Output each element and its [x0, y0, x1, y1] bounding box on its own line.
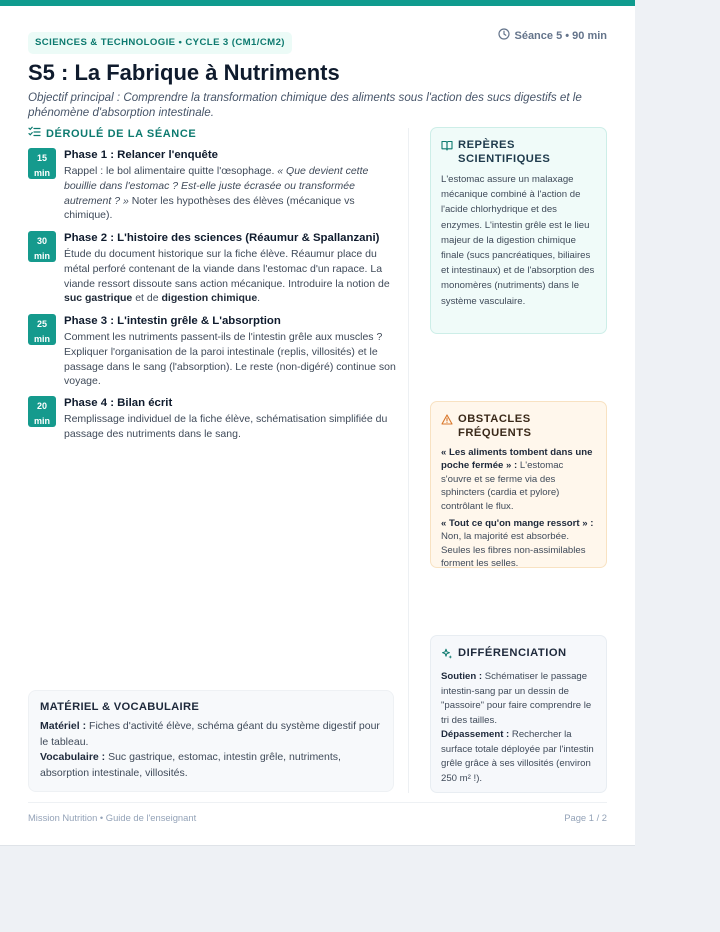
card-title: REPÈRES SCIENTIFIQUES — [458, 139, 551, 165]
card-header — [441, 138, 596, 166]
duration-badge — [28, 148, 56, 179]
phase-description: Remplissage individuel de la fiche élève, schématisation simplifiée du passage des nutriments dans le sang. — [64, 413, 388, 440]
duration-value: 30 — [36, 236, 47, 246]
card-header — [441, 412, 596, 440]
session-meta-text: Séance 5 • 90 min — [514, 29, 607, 42]
duration-unit: min — [33, 168, 50, 178]
page-title: S5 : La Fabrique à Nutriments — [28, 60, 340, 85]
list-check-icon — [28, 126, 41, 141]
card-body — [441, 446, 596, 571]
card-scientific-notes — [430, 127, 607, 334]
section-heading-text: DÉROULÉ DE LA SÉANCE — [46, 127, 197, 140]
duration-value: 20 — [36, 401, 47, 411]
duration-badge — [28, 396, 56, 427]
obstacle-item: « Tout ce qu'on mange ressort » : Non, la majorité est absorbée. Seules les fibres non-assimilables forment les selles. — [441, 518, 594, 570]
vocabulary-list: Vocabulaire : Suc gastrique, estomac, intestin grêle, nutriments, absorption intestinale, villosités. — [40, 751, 341, 779]
warning-triangle-icon — [441, 412, 453, 429]
duration-unit: min — [33, 334, 50, 344]
materials-list: Matériel : Fiches d'activité élève, schéma géant du système digestif pour le tableau. — [40, 720, 380, 748]
duration-unit: min — [33, 416, 50, 426]
sparkles-icon — [441, 646, 453, 664]
objective-text: Objectif principal : Comprendre la transformation chimique des aliments sous l'action des sucs digestifs et le phénomène d'absorption intestinale. — [28, 91, 582, 119]
extension-item: Dépassement : Rechercher la surface totale déployée par l'intestin grêle grâce à ses villosités (environ 250 m² !). — [441, 729, 594, 784]
phase-title: Phase 3 : L'intestin grêle & L'absorption — [64, 315, 281, 327]
page-number: Page 1 / 2 — [564, 812, 607, 823]
phase-title: Phase 2 : L'histoire des sciences (Réaumur & Spallanzani) — [64, 232, 380, 244]
duration-unit: min — [33, 251, 50, 261]
clock-icon — [498, 28, 510, 43]
duration-badge — [28, 231, 56, 262]
card-title: OBSTACLES FRÉQUENTS — [458, 413, 532, 439]
section-heading-deroule — [28, 126, 196, 141]
duration-value: 15 — [36, 153, 47, 163]
card-header — [441, 646, 596, 664]
duration-value: 25 — [36, 319, 47, 329]
phase-description: Rappel : le bol alimentaire quitte l'œsophage. « Que devient cette bouillie dans l'estomac ? Est-elle juste écrasée ou transformée autrement ? » Noter les hypothèses des élèves (mécanique vs chimique). — [64, 165, 369, 222]
book-icon — [441, 138, 453, 155]
column-divider — [408, 128, 409, 793]
footer-title: Mission Nutrition • Guide de l'enseignant — [28, 812, 197, 823]
session-meta — [498, 28, 607, 43]
card-title: DIFFÉRENCIATION — [458, 647, 567, 659]
duration-badge — [28, 314, 56, 345]
card-common-obstacles — [430, 401, 607, 568]
phase-description: Comment les nutriments passent-ils de l'intestin grêle aux muscles ? Expliquer l'organisation de la paroi intestinale (replis, villosités) et le passage dans le sang (l'absorption). Le reste (non-digéré) continue son voyage. — [64, 331, 396, 388]
obstacle-item: « Les aliments tombent dans une poche fermée » : L'estomac s'ouvre et se ferme via des sphincters (cardia et pylore) contrôlant le flux. — [441, 447, 593, 512]
phase-4 — [28, 396, 400, 442]
materials-title: MATÉRIEL & VOCABULAIRE — [40, 701, 200, 713]
card-differentiation — [430, 635, 607, 793]
phase-1 — [28, 148, 400, 223]
phase-title: Phase 4 : Bilan écrit — [64, 397, 173, 409]
support-item: Soutien : Schématiser le passage intestin-sang par un dessin de "passoire" pour faire comprendre le tri des tailles. — [441, 671, 592, 726]
phase-title: Phase 1 : Relancer l'enquête — [64, 149, 219, 161]
subject-badge: SCIENCES & TECHNOLOGIE • CYCLE 3 (CM1/CM2) — [28, 32, 292, 54]
phase-3 — [28, 314, 400, 389]
card-body — [441, 670, 596, 786]
card-body: L'estomac assure un malaxage mécanique combiné à l'action de l'acide chlorhydrique et des enzymes. L'intestin grêle est le lieu majeur de la digestion chimique finale (sucs pancréatiques, biliaires et intestinaux) et de l'absorption des monomères (nutriments) dans le système vasculaire. — [441, 174, 595, 307]
footer-divider — [28, 802, 607, 803]
materials-box — [28, 690, 394, 792]
phase-description: Étude du document historique sur la fiche élève. Réaumur place du métal perforé contenant de la viande dans l'estomac d'un rapace. La viande ressort dissoute sans action mécanique. Introduire la notion de suc gastrique et de digestion chimique. — [64, 248, 390, 305]
phase-2 — [28, 231, 400, 306]
